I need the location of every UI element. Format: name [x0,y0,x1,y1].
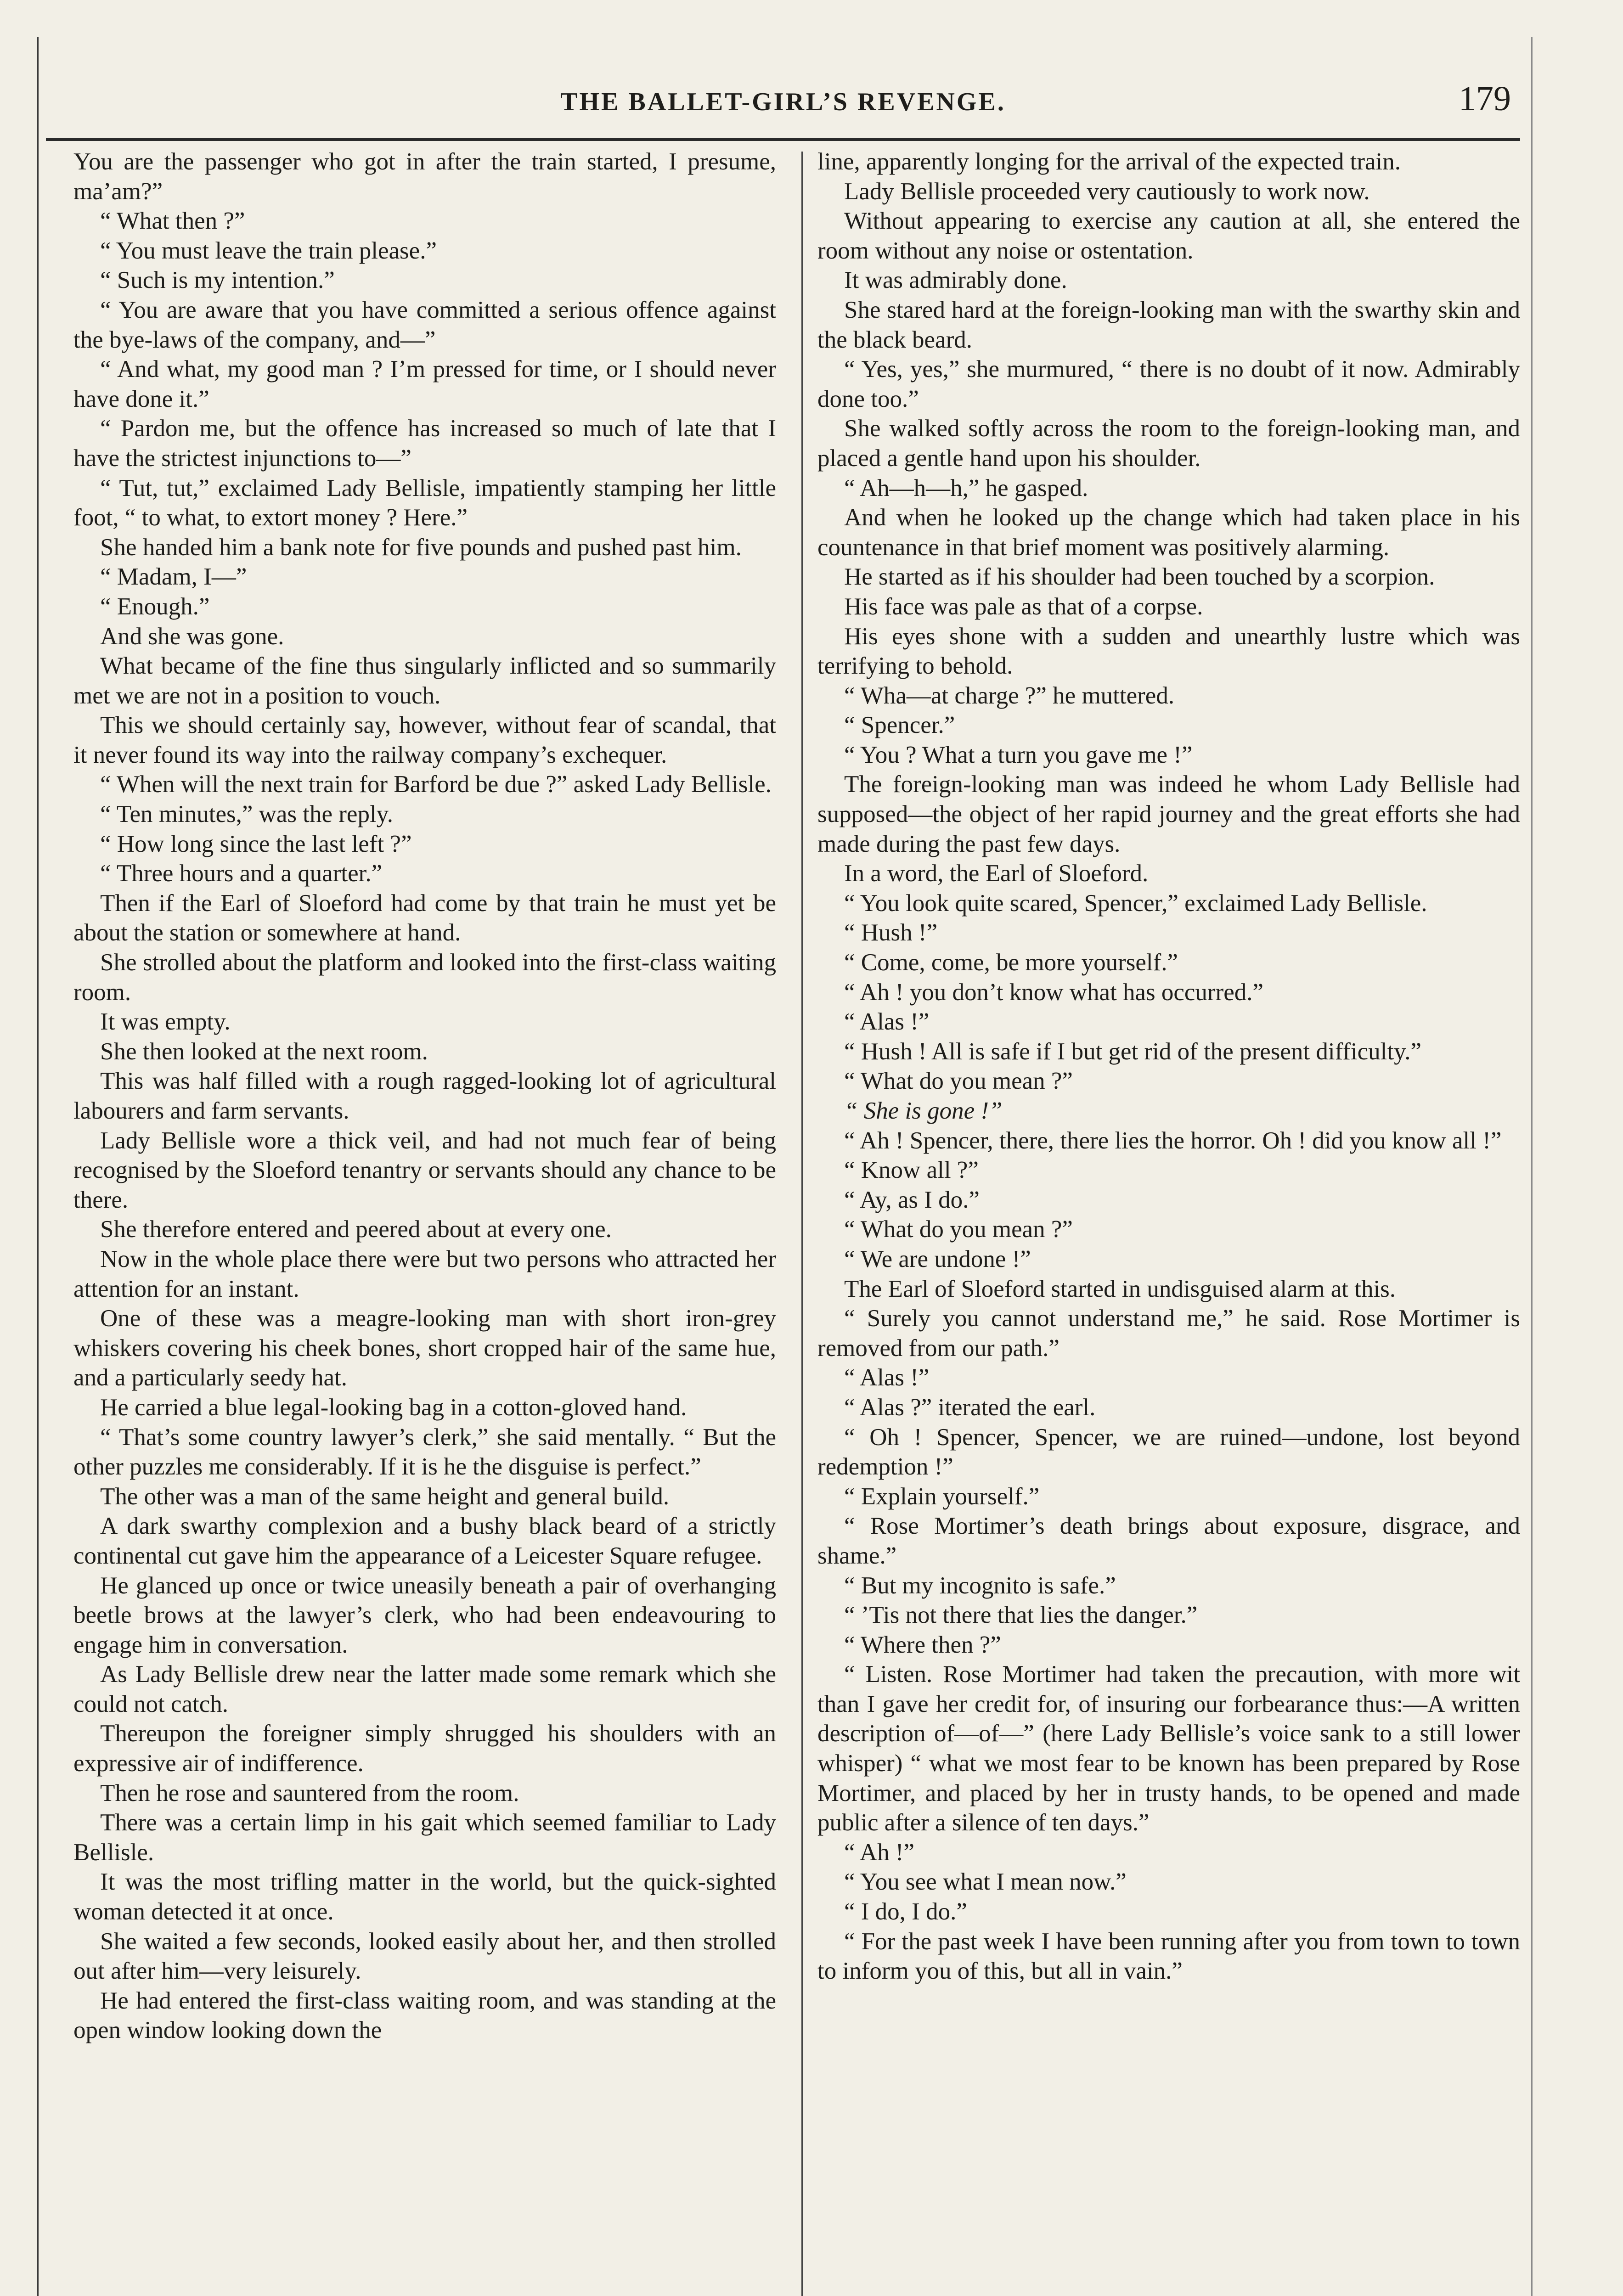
column-divider [801,152,803,2296]
paragraph: “ We are undone !” [844,1245,1031,1272]
paragraph: “ Tut, tut,” exclaimed Lady Bellisle, impatiently stamping her little foot, “ to what, to extort money ? Here.” [73,474,776,531]
left-column [73,147,776,2296]
paragraph: “ Three hours and a quarter.” [100,860,383,887]
paragraph: In a word, the Earl of Sloeford. [844,860,1149,887]
paragraph: “ Such is my intention.” [100,267,335,294]
paragraph: “ You see what I mean now.” [844,1868,1127,1896]
paragraph: “ Wha—at charge ?” he muttered. [844,682,1175,709]
header-rule [46,138,1520,141]
paragraph: What became of the fine thus singularly inflicted and so summarily met we are not in a position to vouch. [73,653,776,709]
paragraph: “ Yes, yes,” she murmured, “ there is no doubt of it now. Admirably done too.” [817,356,1520,412]
paragraph: Without appearing to exercise any caution at all, she entered the room without any noise or ostentation. [817,208,1520,264]
paragraph: It was admirably done. [844,267,1067,294]
paragraph: It was empty. [100,1008,231,1035]
paragraph: “ Rose Mortimer’s death brings about exposure, disgrace, and shame.” [817,1513,1520,1569]
paragraph: “ Alas !” [844,1008,930,1035]
paragraph: “ Alas ?” iterated the earl. [844,1394,1096,1421]
paragraph: “ Spencer.” [844,712,955,739]
paragraph: “ Where then ?” [844,1631,1001,1658]
paragraph: She therefore entered and peered about at every one. [100,1216,612,1243]
paragraph: “ What do you mean ?” [844,1068,1073,1095]
paragraph: “ Come, come, be more yourself.” [844,949,1178,976]
paragraph: It was the most trifling matter in the world, but the quick-sighted woman detected it at once. [73,1868,776,1925]
paragraph: Thereupon the foreigner simply shrugged his shoulders with an expressive air of indifference. [73,1720,776,1777]
paragraph: “ Enough.” [100,593,210,620]
paragraph: “ I do, I do.” [844,1898,967,1925]
paragraph: His face was pale as that of a corpse. [844,593,1203,620]
paragraph: “ When will the next train for Barford be due ?” asked Lady Bellisle. [100,771,772,798]
paragraph: You are the passenger who got in after the train started, I presume, ma’am?” [73,148,776,205]
paragraph: “ Hush !” [844,919,938,946]
paragraph: He had entered the first-class waiting room, and was standing at the open window looking down the [73,1987,776,2044]
paragraph: There was a certain limp in his gait which seemed familiar to Lady Bellisle. [73,1809,776,1866]
paragraph: “ You look quite scared, Spencer,” exclaimed Lady Bellisle. [844,889,1427,917]
paragraph: “ ’Tis not there that lies the danger.” [844,1602,1198,1629]
paragraph: The other was a man of the same height and general build. [100,1483,670,1510]
paragraph: Then if the Earl of Sloeford had come by that train he must yet be about the station or somewhere at hand. [73,889,776,946]
paragraph: “ What then ?” [100,208,245,235]
page-number: 179 [1459,79,1511,118]
paragraph: line, apparently longing for the arrival of the expected train. [817,148,1401,175]
paragraph: He glanced up once or twice uneasily beneath a pair of overhanging beetle brows at the lawyer’s clerk, who had been endeavouring to engage him in conversation. [73,1572,776,1658]
paragraph: She handed him a bank note for five pounds and pushed past him. [100,534,742,561]
paragraph: “ Surely you cannot understand me,” he said. Rose Mortimer is removed from our path.” [817,1305,1520,1362]
paragraph: “ Madam, I—” [100,563,247,591]
page-header [46,55,1520,142]
paragraph: “ Explain yourself.” [844,1483,1040,1510]
paragraph: “ Know all ?” [844,1157,979,1184]
paragraph: As Lady Bellisle drew near the latter made some remark which she could not catch. [73,1661,776,1717]
paragraph: “ You must leave the train please.” [100,237,437,264]
paragraph: “ Oh ! Spencer, Spencer, we are ruined—undone, lost beyond redemption !” [817,1424,1520,1480]
paragraph: “ Ah ! Spencer, there, there lies the horror. Oh ! did you know all !” [844,1127,1502,1154]
paragraph: Lady Bellisle proceeded very cautiously to work now. [844,178,1370,205]
paragraph: “ Listen. Rose Mortimer had taken the precaution, with more wit than I gave her credit for, of insuring our forbearance thus:—A written description of—of—” (here Lady Bellisle’s voice sank to a still lower whisper) “ what we most fear to be known has been prepared by Rose Mortimer, and placed by her in trusty hands, to be opened and made public after a silence of ten days.” [817,1661,1520,1836]
paragraph: One of these was a meagre-looking man with short iron-grey whiskers covering his cheek bones, short cropped hair of the same hue, and a particularly seedy hat. [73,1305,776,1391]
paragraph: This we should certainly say, however, without fear of scandal, that it never found its way into the railway company’s exchequer. [73,712,776,768]
paragraph: This was half filled with a rough ragged-looking lot of agricultural labourers and farm servants. [73,1068,776,1124]
paragraph: “ For the past week I have been running after you from town to town to inform you of this, but all in vain.” [817,1928,1520,1985]
paragraph: Lady Bellisle wore a thick veil, and had not much fear of being recognised by the Sloeford tenantry or servants should any chance to be there. [73,1127,776,1213]
paragraph: “ But my incognito is safe.” [844,1572,1116,1599]
paragraph: “ That’s some country lawyer’s clerk,” she said mentally. “ But the other puzzles me considerably. If it is he the disguise is perfect.” [73,1424,776,1480]
paragraph: “ You ? What a turn you gave me !” [844,741,1193,768]
paragraph: “ You are aware that you have committed a serious offence against the bye-laws of the company, and—” [73,296,776,353]
paragraph: He started as if his shoulder had been touched by a scorpion. [844,563,1435,591]
paragraph: “ Pardon me, but the offence has increased so much of late that I have the strictest injunctions to—” [73,415,776,472]
paragraph: She strolled about the platform and looked into the first-class waiting room. [73,949,776,1006]
paragraph: “ Hush ! All is safe if I but get rid of the present difficulty.” [844,1038,1421,1065]
right-column [817,147,1520,2296]
paragraph: The foreign-looking man was indeed he whom Lady Bellisle had supposed—the object of her rapid journey and the great efforts she had made during the past few days. [817,771,1520,857]
paragraph: “ Ten minutes,” was the reply. [100,801,393,828]
paragraph: “ Alas !” [844,1364,930,1391]
paragraph: His eyes shone with a sudden and unearthly lustre which was terrifying to behold. [817,623,1520,680]
paragraph: He carried a blue legal-looking bag in a cotton-gloved hand. [100,1394,687,1421]
paragraph: “ Ah—h—h,” he gasped. [844,474,1088,501]
paragraph: Now in the whole place there were but two persons who attracted her attention for an instant. [73,1245,776,1302]
running-title: THE BALLET-GIRL’S REVENGE. [560,88,1006,116]
paragraph: The Earl of Sloeford started in undisguised alarm at this. [844,1275,1396,1302]
paragraph: “ Ah ! you don’t know what has occurred.” [844,979,1264,1006]
paragraph: “ How long since the last left ?” [100,830,412,857]
paragraph: “ And what, my good man ? I’m pressed for time, or I should never have done it.” [73,356,776,412]
paragraph: “ What do you mean ?” [844,1216,1073,1243]
paragraph: “ Ah !” [844,1839,915,1866]
paragraph: She stared hard at the foreign-looking man with the swarthy skin and the black beard. [817,296,1520,353]
paragraph: Then he rose and sauntered from the room. [100,1779,519,1806]
paragraph: And she was gone. [100,623,284,650]
paragraph: A dark swarthy complexion and a bushy black beard of a strictly continental cut gave him the appearance of a Leicester Square refugee. [73,1513,776,1569]
paragraph: “ Ay, as I do.” [844,1186,980,1213]
paragraph: She waited a few seconds, looked easily about her, and then strolled out after him—very leisurely. [73,1928,776,1985]
paragraph: She then looked at the next room. [100,1038,428,1065]
paragraph: And when he looked up the change which had taken place in his countenance in that brief moment was positively alarming. [817,504,1520,561]
paragraph: She walked softly across the room to the foreign-looking man, and placed a gentle hand upon his shoulder. [817,415,1520,472]
paragraph: “ She is gone !” [844,1097,1003,1124]
